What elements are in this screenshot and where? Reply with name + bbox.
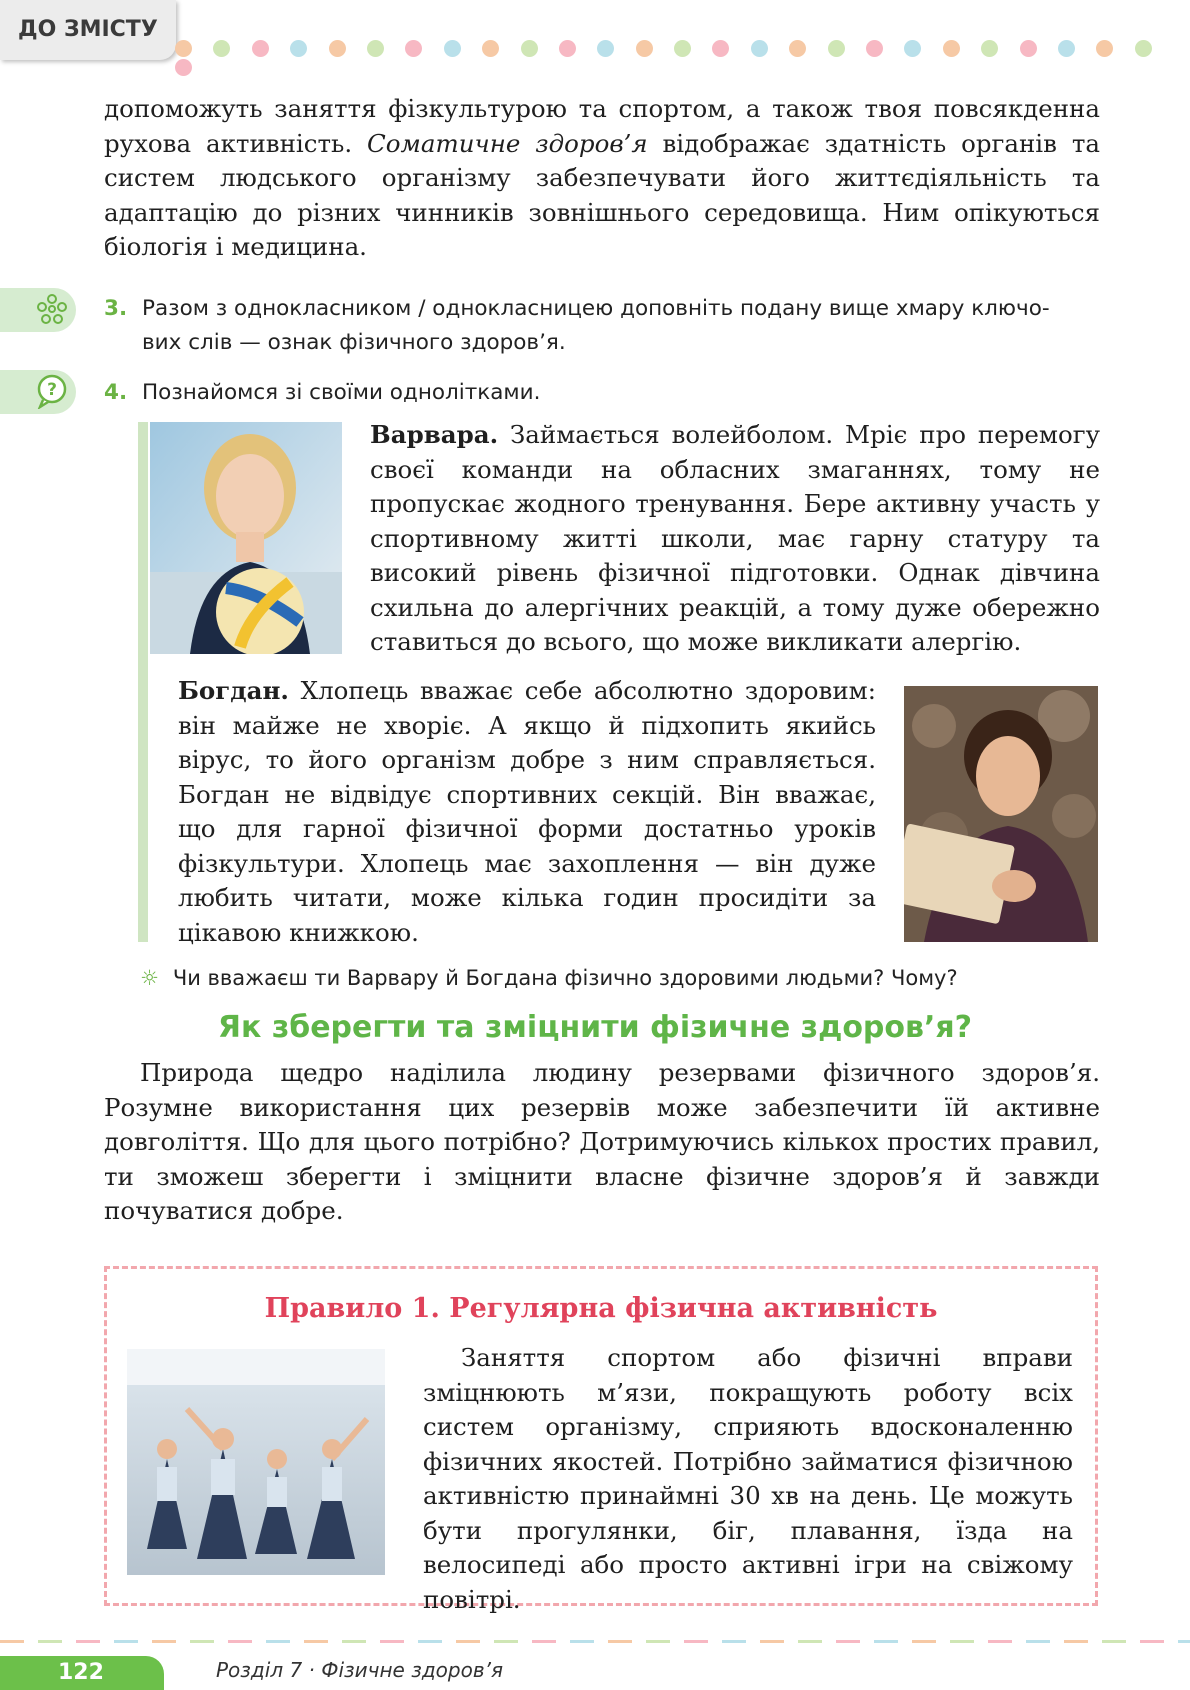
decorative-dot bbox=[1135, 40, 1152, 57]
decorative-dot bbox=[674, 40, 691, 57]
decorative-dot bbox=[636, 40, 653, 57]
decorative-dot bbox=[290, 40, 307, 57]
decorative-dash bbox=[1064, 1640, 1088, 1643]
decorative-dash bbox=[950, 1640, 974, 1643]
decorative-dot bbox=[252, 40, 269, 57]
intro-italic-term: Соматичне здоров’я bbox=[367, 128, 648, 158]
decorative-dot bbox=[405, 40, 422, 57]
decorative-dash bbox=[646, 1640, 670, 1643]
decorative-dot bbox=[213, 40, 230, 57]
profile-name: Варвара. bbox=[370, 420, 499, 449]
rule-title: Правило 1. Регулярна фізична активність bbox=[264, 1293, 938, 1324]
decorative-dot bbox=[943, 40, 960, 57]
decorative-dash bbox=[38, 1640, 62, 1643]
decorative-dash bbox=[912, 1640, 936, 1643]
decorative-dash bbox=[190, 1640, 214, 1643]
page-number: 122 bbox=[0, 1656, 164, 1690]
decorative-dash bbox=[532, 1640, 556, 1643]
decorative-dash bbox=[1140, 1640, 1164, 1643]
decorative-dash bbox=[114, 1640, 138, 1643]
decorative-dash bbox=[304, 1640, 328, 1643]
decorative-dash bbox=[988, 1640, 1012, 1643]
toc-link[interactable]: ДО ЗМІСТУ bbox=[0, 0, 176, 60]
sun-icon: ☼ bbox=[140, 966, 159, 990]
decorative-dash bbox=[760, 1640, 784, 1643]
question-icon bbox=[34, 373, 70, 409]
decorative-dot bbox=[712, 40, 729, 57]
decorative-dashes bbox=[0, 1640, 1190, 1644]
decorative-dot bbox=[1096, 40, 1113, 57]
decorative-dash bbox=[1102, 1640, 1126, 1643]
svg-text:?: ? bbox=[47, 380, 57, 400]
decorative-dot bbox=[175, 40, 192, 57]
profile-text: Займається волейболом. Мріє про перемогу своєї команди на обласних змаганнях, тому не пропускає жодного тренування. Бере активну участь у спортивному житті школи, має гарну статуру та високий рівень фізичної підготовки. Однак дівчина схильна до алергічних реакцій, а тому дуже обережно ставиться до всього, що може викликати алергію. bbox=[370, 420, 1100, 656]
profile-side-bar bbox=[138, 422, 148, 942]
discussion-question bbox=[140, 962, 958, 994]
decorative-dash bbox=[684, 1640, 708, 1643]
chapter-label: Розділ 7 · Фізичне здоров’я bbox=[216, 1658, 504, 1682]
rule-box bbox=[104, 1266, 1098, 1614]
decorative-dot bbox=[904, 40, 921, 57]
task-3 bbox=[104, 292, 1050, 360]
decorative-dash bbox=[874, 1640, 898, 1643]
decorative-dot bbox=[175, 59, 192, 76]
decorative-dot bbox=[1020, 40, 1037, 57]
decorative-dash bbox=[722, 1640, 746, 1643]
group-work-icon bbox=[34, 291, 70, 327]
decorative-dash bbox=[494, 1640, 518, 1643]
decorative-dash bbox=[570, 1640, 594, 1643]
decorative-dot bbox=[597, 40, 614, 57]
decorative-dash bbox=[266, 1640, 290, 1643]
decorative-dash bbox=[418, 1640, 442, 1643]
decorative-dot bbox=[866, 40, 883, 57]
decorative-dots bbox=[175, 40, 1185, 60]
intro-paragraph bbox=[104, 92, 1100, 265]
profile-text: Хлопець вважає себе абсолютно здоровим: він майже не хворіє. А якщо й підхопить якийсь вірус, то його організм добре з ним справляється. Богдан не відвідує спортивних секцій. Він вважає, що для гарної фізичної форми достатньо уроків фізкультури. Хлопець має захоплення — він дуже любить читати, може кілька годин просидіти за цікавою книжкою. bbox=[178, 676, 876, 947]
decorative-dot bbox=[367, 40, 384, 57]
decorative-dot bbox=[981, 40, 998, 57]
decorative-dot bbox=[329, 40, 346, 57]
task-text: Разом з однокласником / однокласницею доповніть подану вище хмару ключо- bbox=[142, 296, 1050, 321]
decorative-dot bbox=[751, 40, 768, 57]
decorative-dash bbox=[836, 1640, 860, 1643]
profile-varvara bbox=[370, 418, 1100, 660]
intro-text-2: відображає здатність органів та систем людського організму забезпечувати його життєдіяльність та адаптацію до різних чинників зовнішнього середовища. Ним опікуються біологія і медицина. bbox=[104, 128, 1100, 261]
decorative-dash bbox=[1178, 1640, 1190, 1643]
decorative-dash bbox=[0, 1640, 24, 1643]
decorative-dash bbox=[608, 1640, 632, 1643]
decorative-dash bbox=[342, 1640, 366, 1643]
decorative-dash bbox=[798, 1640, 822, 1643]
task-4 bbox=[104, 376, 540, 410]
group-work-tab bbox=[0, 288, 76, 332]
task-number: 3. bbox=[104, 296, 128, 321]
decorative-dot bbox=[1058, 40, 1075, 57]
rule-text: Заняття спортом або фізичні вправи зміцнюють м’язи, покращують роботу всіх систем організму, сприяють вдосконаленню фізичних якостей. Потрібно займатися фізичною активністю принаймні 30 хв на день. Це можуть бути прогулянки, біг, плавання, їзда на велосипеді або просто активні ігри на свіжому повітрі. bbox=[423, 1343, 1073, 1614]
profile-bogdan bbox=[178, 674, 876, 950]
decorative-dash bbox=[76, 1640, 100, 1643]
question-text: Чи вважаєш ти Варвару й Богдана фізично здоровими людьми? Чому? bbox=[172, 966, 958, 990]
decorative-dot bbox=[789, 40, 806, 57]
task-number: 4. bbox=[104, 380, 128, 405]
decorative-dash bbox=[228, 1640, 252, 1643]
intro-text-1: допоможуть заняття фізкультурою та спортом, а також твоя повсякденна рухова активність. bbox=[104, 94, 1100, 158]
decorative-dot bbox=[482, 40, 499, 57]
varvara-photo bbox=[150, 422, 342, 654]
profile-name: Богдан. bbox=[178, 676, 289, 705]
decorative-dash bbox=[1026, 1640, 1050, 1643]
bogdan-photo bbox=[904, 686, 1098, 942]
decorative-dot bbox=[828, 40, 845, 57]
section-paragraph: Природа щедро наділила людину резервами фізичного здоров’я. Розумне використання цих резервів може забезпечити їй активне довголіття. Що для цього потрібно? Дотримуючись кількох простих правил, ти зможеш зберегти і зміцнити власне фізичне здоров’я й завжди почуватися добре. bbox=[104, 1058, 1100, 1225]
decorative-dash bbox=[152, 1640, 176, 1643]
decorative-dot bbox=[444, 40, 461, 57]
task-text: Познайомся зі своїми однолітками. bbox=[142, 380, 541, 405]
decorative-dot bbox=[521, 40, 538, 57]
section-title: Як зберегти та зміцнити фізичне здоров’я? bbox=[217, 1010, 973, 1045]
task-text-continued: вих слів — ознак фізичного здоров’я. bbox=[142, 330, 566, 355]
decorative-dash bbox=[380, 1640, 404, 1643]
question-tab bbox=[0, 370, 76, 414]
decorative-dash bbox=[456, 1640, 480, 1643]
decorative-dot bbox=[559, 40, 576, 57]
dance-class-photo bbox=[127, 1349, 385, 1575]
